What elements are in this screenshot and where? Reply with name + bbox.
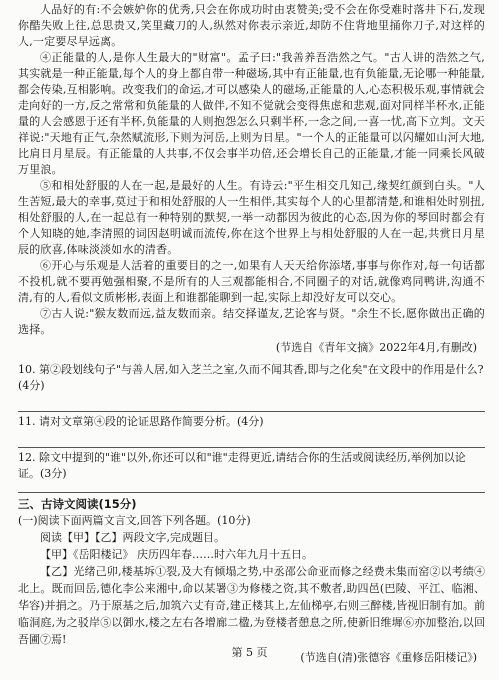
section-title: 三、古诗文阅读(15分): [18, 497, 137, 511]
question-12: [18, 448, 485, 493]
paragraph-3: 人品好的有:不会嫉妒你的优秀,只会在你成功时由衷赞美;受不会在你受难时落井下石,发现你酷失败上往,总思贵又,笑里藏刀的人,纵然对你表示亲近,却防不住背地里捅你刀子,对这样的人,一定要尽早远离。: [18, 3, 485, 48]
page-number: 第 5 页: [231, 646, 268, 659]
answer-line-12[interactable]: [18, 482, 485, 493]
question-10: [18, 360, 485, 412]
question-11: [18, 412, 485, 448]
article-source: (节选自《青年文摘》2022年4月,有删改): [275, 341, 477, 354]
question-12-text: 12. 除文中提到的"谁"以外,你还可以和"谁"走得更近,请结合你的生活或阅读经历,举例加以论证。(3分): [18, 451, 466, 480]
text-yi: 【乙】光绪己卯,楼基坼①裂,及大有倾塌之势,中丞邵公命亚而修之经费未集而窑②以考绩④北上。既而回岳,德化李公来湘中,命以某署③为修楼之资,其不敷者,助四邑(巴陵、平江、临湘、华容)并捐之。乃于原基之后,加筑六丈有奇,建正楼其上,左仙梯亭,右则三醉楼,皆视旧制有加。前临洞庭,为之驳岸⑤以御水,楼之左右各增廊二楹,为登楼者憩息之所,使新旧维墀⑥亦加整治,以回吾圃⑦焉!: [18, 565, 485, 646]
paragraph-7: ⑦古人说:"猴友数而远,益友数而亲。结交择谨友,艺论客与贤。"余生不长,愿你做出正确的选择。: [18, 307, 485, 336]
paragraph-5: ⑤和相处舒服的人在一起,是最好的人生。有诗云:"平生相交几知己,缘契红颜到白头。"人生苦短,最大的幸事,莫过于和相处舒服的人一生相伴,其实每个人的心里都清楚,和谁相处时别扭,相处舒服的人,在一起总有一种特别的默契,一举一动都因为彼此的心态,因为你的琴回时都会有个人知晓的她,李清照的词因赵明诚而流传,你在这个世界上与相处舒服的人在一起,共赏日月星辰的欣喜,体味淡淡如水的清香。: [18, 179, 485, 256]
question-11-text: 11. 请对文章第④段的论证思路作简要分析。(4分): [18, 415, 264, 428]
yi-source: (节选自(清)张德容《重修岳阳楼记》): [300, 651, 477, 664]
paragraph-6: ⑥开心与乐观是人活着的重要目的之一,如果有人天天给你添堵,事事与你作对,每一句话都不投机,就不要再勉强相聚,不是所有的人三观都能相合,不同圈子的对话,就像鸡同鸭讲,沟通不清,有的人,看似文质彬彬,表面上和谁都能聊到一起,实际上却没好友可以交心。: [18, 259, 485, 304]
question-10-text: 10. 第②段划线句子"与善人居,如入芝兰之室,久而不闻其香,即与之化矣"在文段中的作用是什么?(4分): [18, 363, 484, 392]
answer-line-10[interactable]: [18, 394, 485, 412]
section-instruction: 阅读【甲】【乙】两段文字,完成题目。: [40, 531, 225, 544]
answer-line-11[interactable]: [18, 430, 485, 448]
text-jia: 【甲】《岳阳楼记》 庆历四年春……时六年九月十五日。: [40, 548, 313, 561]
section-subhead: (一)阅读下面两篇文言文,回答下列各题。(10分): [18, 514, 251, 527]
paragraph-4: ④正能量的人,是你人生最大的"财富"。孟子曰:"我善养吾浩然之气。"古人讲的浩然之气,其实就是一种正能量,每个人的身上都自带一种磁场,其中有正能量,也有负能量,无论哪一种能量,都会传染,互相影响。改变我们的命运,才可以感染人的磁场,正能量的人,心态积极乐观,事情就会走向好的一方,反之常常和负能量的人做伴,不知不觉就会变得焦虑和悲观,面对同样半杯水,正能量的人会感恩于还有半杯,负能量的人则抱怨怎么只剩半杯,一念之间,一喜一忧,高下立判。文天祥说:"天地有正气,杂然赋流形,下则为河岳,上则为日星。"一个人的正能量可以闪耀如山河大地,比肩日月星辰。有正能量的人共事,不仅会事半功倍,还会增长自己的正能量,才能一同乘长风破万里浪。: [18, 51, 485, 176]
